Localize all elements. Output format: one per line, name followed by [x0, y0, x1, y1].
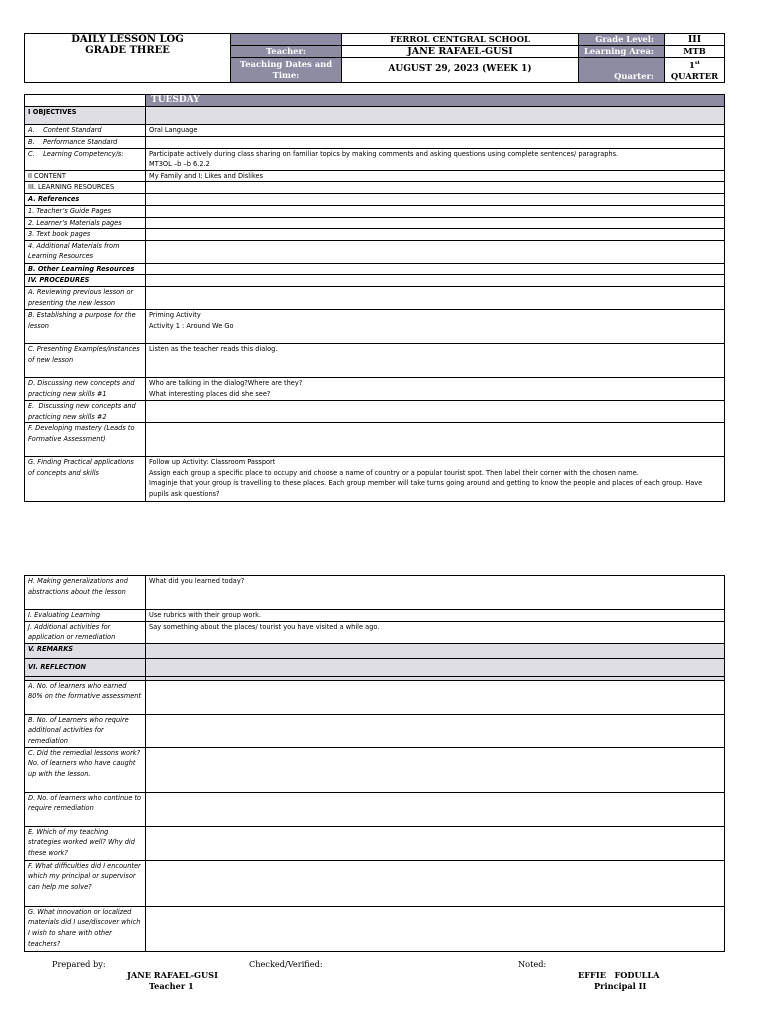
resources-heading: III. LEARNING RESOURCES — [25, 182, 146, 194]
performance-standard-value — [146, 136, 725, 148]
proc-b-line1: Priming Activity — [149, 310, 201, 319]
content-value: My Family and I: Likes and Dislikes — [146, 170, 725, 182]
prepared-by-title: Teacher 1 — [149, 981, 194, 991]
proc-j-value: Say something about the places/ tourist you have visited a while ago. — [146, 621, 725, 643]
teaching-date: AUGUST 29, 2023 (WEEK 1) — [342, 58, 579, 83]
noted-label: Noted: — [518, 959, 547, 969]
additional-materials-label: 4. Additional Materials from Learning Resources — [25, 240, 146, 263]
lesson-table-part-2 — [24, 575, 725, 952]
ref-a-label: A. No. of learners who earned 80% on the formative assessment — [25, 680, 146, 714]
competency-code: MT3OL –b –b 6.2.2 — [149, 160, 210, 169]
proc-g-line3: Imaginje that your group is travelling to these places. Each group member will take turns going around and getting to know the people and places of each group. Have pupils ask questions? — [149, 479, 703, 498]
ref-e-label: E. Which of my teaching strategies worked well? Why did these work? — [25, 826, 146, 860]
proc-f-label: F. Developing mastery (Leads to Formative Assessment) — [25, 423, 146, 457]
references-heading: A. References — [25, 194, 146, 206]
proc-c-value: Listen as the teacher reads this dialog. — [146, 343, 725, 377]
proc-b-line2: Activity 1 : Around We Go — [149, 321, 234, 330]
proc-d-value — [146, 377, 725, 400]
textbook-pages-label: 3. Text book pages — [25, 229, 146, 241]
competency-label: C. Learning Competency/s: — [25, 148, 146, 170]
ref-g-label: G. What innovation or localized materials did I use/discover which I wish to share with other teachers? — [25, 906, 146, 951]
lesson-table-part-1 — [24, 94, 725, 502]
grade-title: GRADE THREE — [85, 45, 170, 56]
teaching-dates-label: Teaching Dates and Time: — [231, 58, 342, 83]
ref-f-label: F. What difficulties did I encounter which my principal or supervisor can help me solve? — [25, 860, 146, 906]
checked-verified-label: Checked/Verified: — [249, 959, 323, 969]
proc-c-label: C. Presenting Examples/instances of new lesson — [25, 343, 146, 377]
proc-h-label: H. Making generalizations and abstractions about the lesson — [25, 576, 146, 610]
proc-g-line1: Follow up Activity: Classroom Passport — [149, 458, 276, 467]
proc-h-value: What did you learned today? — [146, 576, 725, 610]
objectives-heading: I OBJECTIVES — [25, 107, 146, 125]
teachers-guide-label: 1. Teacher’s Guide Pages — [25, 205, 146, 217]
content-standard-value: Oral Language — [146, 125, 725, 137]
quarter-label: Quarter: — [579, 58, 665, 83]
proc-a-label: A. Reviewing previous lesson or presenting the new lesson — [25, 286, 146, 309]
header-table — [24, 33, 725, 83]
ref-b-label: B. No. of Learners who require additional activities for remediation — [25, 714, 146, 747]
noted-name: EFFIE FODULLA — [578, 970, 660, 980]
teacher-name: JANE RAFAEL-GUSI — [342, 46, 579, 58]
proc-b-value — [146, 309, 725, 343]
proc-i-label: I. Evaluating Learning — [25, 610, 146, 622]
other-resources-label: B. Other Learning Resources — [25, 263, 146, 275]
proc-g-line2: Assign each group a specific place to occupy and choose a name of country or a popular tourist spot. Then label their corner with the chosen name. — [149, 468, 639, 477]
school-name: FERROL CENTGRAL SCHOOL — [342, 34, 579, 46]
remarks-heading: V. REMARKS — [25, 643, 146, 658]
proc-d-line1: Who are talking in the dialog?Where are they? — [149, 378, 303, 387]
proc-e-label: E. Discussing new concepts and practicing new skills #2 — [25, 400, 146, 422]
competency-value — [146, 148, 725, 170]
content-standard-label: A. Content Standard — [25, 125, 146, 137]
quarter-word: QUARTER — [670, 70, 719, 81]
ref-d-label: D. No. of learners who continue to require remediation — [25, 792, 146, 826]
proc-g-value — [146, 457, 725, 502]
log-title: DAILY LESSON LOG — [71, 34, 184, 45]
performance-standard-label: B. Performance Standard — [25, 136, 146, 148]
quarter-suffix: st — [694, 60, 700, 66]
proc-i-value: Use rubrics with their group work. — [146, 610, 725, 622]
teacher-label: Teacher: — [231, 46, 342, 58]
prepared-by-name: JANE RAFAEL-GUSI — [127, 970, 218, 980]
quarter-value — [665, 58, 725, 83]
learners-materials-label: 2. Learner’s Materials pages — [25, 217, 146, 229]
competency-text: Participate actively during class sharing on familiar topics by making comments and asking questions using complete sentences/ paragraphs. — [149, 149, 619, 158]
quarter-number: 1 — [689, 59, 695, 70]
ref-c-label: C. Did the remedial lessons work? No. of learners who have caught up with the lesson. — [25, 747, 146, 792]
proc-g-label: G. Finding Practical applications of concepts and skills — [25, 457, 146, 502]
proc-b-label: B. Establishing a purpose for the lesson — [25, 309, 146, 343]
proc-d-line2: What interesting places did she see? — [149, 389, 271, 398]
grade-level-label: Grade Level: — [579, 34, 665, 46]
noted-title: Principal II — [594, 981, 647, 991]
grade-level-value: III — [665, 34, 725, 46]
reflection-heading: VI. REFLECTION — [25, 658, 146, 676]
learning-area-label: Learning Area: — [579, 46, 665, 58]
day-header: TUESDAY — [146, 95, 725, 107]
lesson-log-title — [25, 34, 231, 83]
procedures-heading: IV. PROCEDURES — [25, 275, 146, 287]
proc-d-label: D. Discussing new concepts and practicing new skills #1 — [25, 377, 146, 400]
prepared-by-label: Prepared by: — [52, 959, 106, 969]
proc-j-label: J. Additional activities for application or remediation — [25, 621, 146, 643]
content-label: II CONTENT — [25, 170, 146, 182]
learning-area-value: MTB — [665, 46, 725, 58]
